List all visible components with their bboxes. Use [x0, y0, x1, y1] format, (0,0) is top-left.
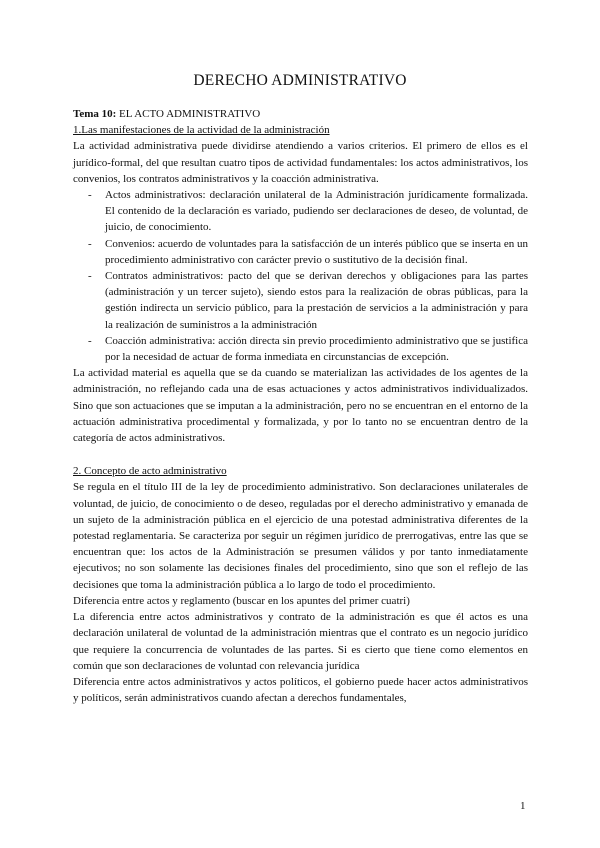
list-item — [73, 236, 528, 268]
topic-title: EL ACTO ADMINISTRATIVO — [119, 108, 261, 120]
document-title: DERECHO ADMINISTRATIVO — [193, 72, 407, 89]
list-item — [73, 268, 528, 333]
section2-paragraph: Se regula en el título III de la ley de procedimiento administrativo. Son declaraciones unilaterales de voluntad, de juicio, de conocimiento o de deseo, reguladas por el derecho administrativo y emanada de un sujeto de la administración pública en el ejercicio de una potestad administrativa diferentes de la potestad reglamentaria. Se caracteriza por seguir un régimen jurídico de prerrogativas, entre las que se encuentran que: los actos de la Administración se presumen válidos y por tanto inmediatamente ejecutivos; no son solamente las decisiones finales del procedimiento, sino que son el reflejo de las decisiones que toma la administración pública a lo largo de todo el procedimiento. — [73, 481, 528, 591]
section2-paragraph: La diferencia entre actos administrativos y contrato de la administración es que él actos es una declaración unilateral de voluntad de la administración mientras que el contrato es un negocio jurídico que requiere la concurrencia de voluntades de las partes. Si es cierto que tiene como elementos en común que son declaraciones de voluntad con relevancia jurídica — [73, 611, 528, 672]
bullet-dash: - — [88, 189, 92, 202]
topic-label: Tema 10: — [73, 108, 117, 120]
activity-types-list — [73, 187, 528, 365]
paragraph-spacer — [73, 446, 528, 463]
section2-paragraph: Diferencia entre actos administrativos y actos políticos, el gobierno puede hacer actos administrativos y políticos, serán administrativos cuando afectan a derechos fundamentales, — [73, 675, 528, 705]
document-body — [73, 106, 528, 706]
list-item — [73, 333, 528, 365]
section1-intro: La actividad administrativa puede dividirse atendiendo a varios criterios. El primero de ellos es el jurídico-formal, del que resultan cuatro tipos de actividad fundamentales: los actos administrativos, los convenios, los contratos administrativos y la coacción administrativa. — [73, 140, 528, 185]
list-item — [73, 187, 528, 236]
list-item-text: Contratos administrativos: pacto del que se derivan derechos y obligaciones para las partes (administración y un tercer sujeto), siendo estos para la realización de obras públicas, para la gestión indirecta un servicio público, para la prestación de servicios a la administración y para la realización de suministros a la administración — [105, 270, 528, 331]
section1-closing: La actividad material es aquella que se da cuando se materializan las actividades de los agentes de la administración, no reflejando cada una de esas actuaciones y actos administrativos individualizados. Sino que son actuaciones que se imputan a la administración, pero no se encuentran en el entorno de la actuación administrativa procedimental y formalizada, y por lo tanto no se encuentran dentro de la categoría de actos administrativos. — [73, 367, 528, 445]
section2-paragraph: Diferencia entre actos y reglamento (buscar en los apuntes del primer cuatri) — [73, 594, 410, 607]
bullet-dash: - — [88, 334, 92, 347]
list-item-text: Coacción administrativa: acción directa sin previo procedimiento administrativo que se justifica por la necesidad de actuar de forma inmediata en circunstancias de excepción. — [105, 334, 528, 364]
bullet-dash: - — [88, 237, 92, 250]
list-item-text: Convenios: acuerdo de voluntades para la satisfacción de un interés público que se inserta en un procedimiento administrativo con carácter previo o sustitutivo de la decisión final. — [105, 237, 528, 266]
bullet-dash: - — [88, 270, 92, 283]
page-number: 1 — [520, 800, 526, 812]
list-item-text: Actos administrativos: declaración unilateral de la Administración jurídicamente formalizada. El contenido de la declaración es variado, pudiendo ser declaraciones de deseo, de voluntad, de juicio, de conocimiento. — [105, 189, 528, 234]
section2-heading: 2. Concepto de acto administrativo — [73, 465, 227, 478]
section1-heading: 1.Las manifestaciones de la actividad de la administración — [73, 124, 330, 137]
topic-heading — [73, 106, 528, 122]
